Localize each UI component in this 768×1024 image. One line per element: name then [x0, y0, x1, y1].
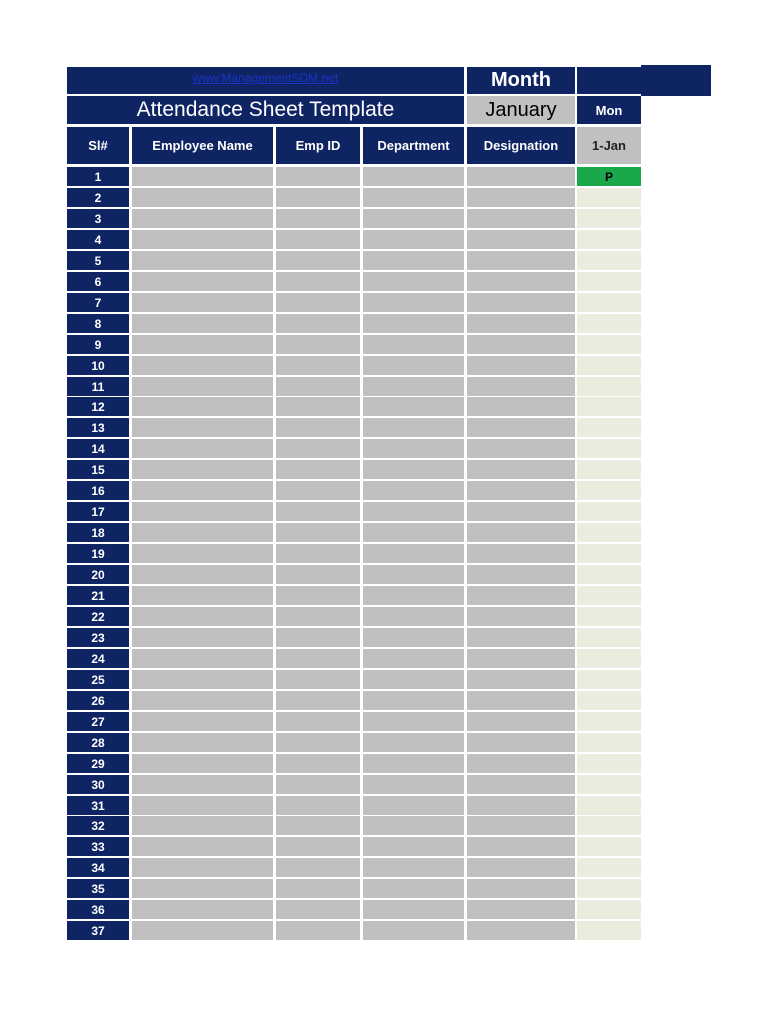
department-cell[interactable] — [363, 293, 464, 312]
emp-id-cell[interactable] — [276, 628, 360, 647]
designation-cell[interactable] — [467, 460, 575, 479]
designation-cell[interactable] — [467, 879, 575, 898]
row-serial: 2 — [67, 188, 129, 207]
attendance-cell[interactable] — [577, 460, 641, 479]
designation-cell[interactable] — [467, 670, 575, 689]
employee-name-cell[interactable] — [132, 796, 273, 815]
department-cell[interactable] — [363, 523, 464, 542]
employee-name-cell[interactable] — [132, 272, 273, 291]
designation-cell[interactable] — [467, 377, 575, 396]
department-cell[interactable] — [363, 460, 464, 479]
attendance-cell[interactable] — [577, 502, 641, 521]
row-serial: 14 — [67, 439, 129, 458]
department-cell[interactable] — [363, 816, 464, 835]
attendance-cell[interactable] — [577, 586, 641, 605]
employee-name-cell[interactable] — [132, 586, 273, 605]
emp-id-cell[interactable] — [276, 523, 360, 542]
designation-cell[interactable] — [467, 816, 575, 835]
emp-id-cell[interactable] — [276, 837, 360, 856]
designation-cell[interactable] — [467, 230, 575, 249]
column-header-emp-id: Emp ID — [276, 127, 360, 164]
attendance-cell[interactable] — [577, 356, 641, 375]
designation-cell[interactable] — [467, 251, 575, 270]
emp-id-cell[interactable] — [276, 900, 360, 919]
month-blank-cell — [577, 67, 641, 94]
employee-name-cell[interactable] — [132, 837, 273, 856]
attendance-cell[interactable] — [577, 418, 641, 437]
designation-cell[interactable] — [467, 418, 575, 437]
emp-id-cell[interactable] — [276, 586, 360, 605]
employee-name-cell[interactable] — [132, 356, 273, 375]
emp-id-cell[interactable] — [276, 607, 360, 626]
department-cell[interactable] — [363, 209, 464, 228]
department-cell[interactable] — [363, 544, 464, 563]
row-serial: 1 — [67, 167, 129, 186]
attendance-cell[interactable] — [577, 397, 641, 416]
row-serial: 27 — [67, 712, 129, 731]
emp-id-cell[interactable] — [276, 670, 360, 689]
department-cell[interactable] — [363, 628, 464, 647]
row-serial: 9 — [67, 335, 129, 354]
employee-name-cell[interactable] — [132, 816, 273, 835]
column-header-sl: Sl# — [67, 127, 129, 164]
attendance-cell[interactable] — [577, 565, 641, 584]
designation-cell[interactable] — [467, 649, 575, 668]
emp-id-cell[interactable] — [276, 858, 360, 877]
employee-name-cell[interactable] — [132, 251, 273, 270]
row-serial: 35 — [67, 879, 129, 898]
emp-id-cell[interactable] — [276, 377, 360, 396]
row-serial: 16 — [67, 481, 129, 500]
employee-name-cell[interactable] — [132, 209, 273, 228]
employee-name-cell[interactable] — [132, 649, 273, 668]
emp-id-cell[interactable] — [276, 481, 360, 500]
row-serial: 4 — [67, 230, 129, 249]
header-extension-block — [641, 65, 711, 96]
emp-id-cell[interactable] — [276, 397, 360, 416]
employee-name-cell[interactable] — [132, 439, 273, 458]
department-cell[interactable] — [363, 356, 464, 375]
attendance-cell[interactable] — [577, 691, 641, 710]
attendance-cell[interactable] — [577, 314, 641, 333]
designation-cell[interactable] — [467, 712, 575, 731]
attendance-cell[interactable] — [577, 712, 641, 731]
employee-name-cell[interactable] — [132, 670, 273, 689]
column-header-department: Department — [363, 127, 464, 164]
attendance-cell[interactable] — [577, 607, 641, 626]
attendance-cell[interactable] — [577, 293, 641, 312]
emp-id-cell[interactable] — [276, 775, 360, 794]
row-serial: 17 — [67, 502, 129, 521]
employee-name-cell[interactable] — [132, 481, 273, 500]
designation-cell[interactable] — [467, 272, 575, 291]
row-serial: 32 — [67, 816, 129, 835]
row-serial: 29 — [67, 754, 129, 773]
emp-id-cell[interactable] — [276, 921, 360, 940]
attendance-cell[interactable] — [577, 775, 641, 794]
attendance-cell[interactable] — [577, 377, 641, 396]
employee-name-cell[interactable] — [132, 544, 273, 563]
designation-cell[interactable] — [467, 754, 575, 773]
row-serial: 3 — [67, 209, 129, 228]
department-cell[interactable] — [363, 314, 464, 333]
row-serial: 8 — [67, 314, 129, 333]
department-cell[interactable] — [363, 251, 464, 270]
employee-name-cell[interactable] — [132, 628, 273, 647]
department-cell[interactable] — [363, 272, 464, 291]
emp-id-cell[interactable] — [276, 712, 360, 731]
row-serial: 15 — [67, 460, 129, 479]
month-value[interactable]: January — [467, 96, 575, 124]
row-serial: 12 — [67, 397, 129, 416]
designation-cell[interactable] — [467, 439, 575, 458]
employee-name-cell[interactable] — [132, 754, 273, 773]
designation-cell[interactable] — [467, 586, 575, 605]
website-link-text[interactable]: www.ManagementSDM.net — [192, 71, 339, 85]
department-cell[interactable] — [363, 586, 464, 605]
designation-cell[interactable] — [467, 188, 575, 207]
emp-id-cell[interactable] — [276, 649, 360, 668]
department-cell[interactable] — [363, 900, 464, 919]
emp-id-cell[interactable] — [276, 439, 360, 458]
department-cell[interactable] — [363, 775, 464, 794]
emp-id-cell[interactable] — [276, 272, 360, 291]
designation-cell[interactable] — [467, 565, 575, 584]
designation-cell[interactable] — [467, 858, 575, 877]
emp-id-cell[interactable] — [276, 209, 360, 228]
emp-id-cell[interactable] — [276, 230, 360, 249]
website-link[interactable] — [67, 67, 464, 94]
designation-cell[interactable] — [467, 837, 575, 856]
row-serial: 5 — [67, 251, 129, 270]
emp-id-cell[interactable] — [276, 816, 360, 835]
row-serial: 20 — [67, 565, 129, 584]
row-serial: 34 — [67, 858, 129, 877]
employee-name-cell[interactable] — [132, 712, 273, 731]
designation-cell[interactable] — [467, 900, 575, 919]
attendance-cell[interactable] — [577, 523, 641, 542]
emp-id-cell[interactable] — [276, 460, 360, 479]
row-serial: 31 — [67, 796, 129, 815]
attendance-cell[interactable] — [577, 816, 641, 835]
month-label: Month — [467, 67, 575, 94]
row-serial: 37 — [67, 921, 129, 940]
department-cell[interactable] — [363, 439, 464, 458]
emp-id-cell[interactable] — [276, 356, 360, 375]
employee-name-cell[interactable] — [132, 565, 273, 584]
attendance-cell[interactable] — [577, 858, 641, 877]
row-serial: 30 — [67, 775, 129, 794]
emp-id-cell[interactable] — [276, 335, 360, 354]
designation-cell[interactable] — [467, 628, 575, 647]
department-cell[interactable] — [363, 733, 464, 752]
employee-name-cell[interactable] — [132, 502, 273, 521]
department-cell[interactable] — [363, 712, 464, 731]
row-serial: 33 — [67, 837, 129, 856]
attendance-cell-present[interactable]: P — [577, 167, 641, 186]
employee-name-cell[interactable] — [132, 418, 273, 437]
row-serial: 6 — [67, 272, 129, 291]
column-header-date: 1-Jan — [577, 127, 641, 164]
row-serial: 11 — [67, 377, 129, 396]
row-serial: 18 — [67, 523, 129, 542]
department-cell[interactable] — [363, 418, 464, 437]
attendance-cell[interactable] — [577, 544, 641, 563]
emp-id-cell[interactable] — [276, 544, 360, 563]
attendance-cell[interactable] — [577, 481, 641, 500]
emp-id-cell[interactable] — [276, 418, 360, 437]
employee-name-cell[interactable] — [132, 377, 273, 396]
emp-id-cell[interactable] — [276, 314, 360, 333]
attendance-cell[interactable] — [577, 272, 641, 291]
designation-cell[interactable] — [467, 775, 575, 794]
column-header-designation: Designation — [467, 127, 575, 164]
page-title: Attendance Sheet Template — [67, 96, 464, 124]
attendance-cell[interactable] — [577, 670, 641, 689]
row-serial: 36 — [67, 900, 129, 919]
designation-cell[interactable] — [467, 356, 575, 375]
emp-id-cell[interactable] — [276, 754, 360, 773]
department-cell[interactable] — [363, 335, 464, 354]
attendance-cell[interactable] — [577, 837, 641, 856]
department-cell[interactable] — [363, 879, 464, 898]
department-cell[interactable] — [363, 188, 464, 207]
designation-cell[interactable] — [467, 921, 575, 940]
department-cell[interactable] — [363, 796, 464, 815]
employee-name-cell[interactable] — [132, 607, 273, 626]
emp-id-cell[interactable] — [276, 565, 360, 584]
designation-cell[interactable] — [467, 293, 575, 312]
designation-cell[interactable] — [467, 733, 575, 752]
department-cell[interactable] — [363, 858, 464, 877]
department-cell[interactable] — [363, 754, 464, 773]
department-cell[interactable] — [363, 565, 464, 584]
attendance-cell[interactable] — [577, 335, 641, 354]
emp-id-cell[interactable] — [276, 691, 360, 710]
row-serial: 7 — [67, 293, 129, 312]
employee-name-cell[interactable] — [132, 167, 273, 186]
attendance-cell[interactable] — [577, 251, 641, 270]
designation-cell[interactable] — [467, 397, 575, 416]
emp-id-cell[interactable] — [276, 796, 360, 815]
designation-cell[interactable] — [467, 796, 575, 815]
row-serial: 22 — [67, 607, 129, 626]
emp-id-cell[interactable] — [276, 502, 360, 521]
attendance-cell[interactable] — [577, 921, 641, 940]
attendance-cell[interactable] — [577, 649, 641, 668]
department-cell[interactable] — [363, 481, 464, 500]
designation-cell[interactable] — [467, 167, 575, 186]
employee-name-cell[interactable] — [132, 733, 273, 752]
emp-id-cell[interactable] — [276, 188, 360, 207]
emp-id-cell[interactable] — [276, 167, 360, 186]
employee-name-cell[interactable] — [132, 523, 273, 542]
employee-name-cell[interactable] — [132, 858, 273, 877]
attendance-cell[interactable] — [577, 733, 641, 752]
employee-name-cell[interactable] — [132, 188, 273, 207]
department-cell[interactable] — [363, 230, 464, 249]
employee-name-cell[interactable] — [132, 691, 273, 710]
employee-name-cell[interactable] — [132, 460, 273, 479]
employee-name-cell[interactable] — [132, 879, 273, 898]
department-cell[interactable] — [363, 502, 464, 521]
department-cell[interactable] — [363, 691, 464, 710]
designation-cell[interactable] — [467, 607, 575, 626]
department-cell[interactable] — [363, 397, 464, 416]
attendance-cell[interactable] — [577, 628, 641, 647]
designation-cell[interactable] — [467, 502, 575, 521]
row-serial: 26 — [67, 691, 129, 710]
column-header-employee-name: Employee Name — [132, 127, 273, 164]
row-serial: 25 — [67, 670, 129, 689]
row-serial: 24 — [67, 649, 129, 668]
attendance-cell[interactable] — [577, 900, 641, 919]
attendance-cell[interactable] — [577, 209, 641, 228]
designation-cell[interactable] — [467, 691, 575, 710]
department-cell[interactable] — [363, 377, 464, 396]
designation-cell[interactable] — [467, 209, 575, 228]
employee-name-cell[interactable] — [132, 314, 273, 333]
department-cell[interactable] — [363, 921, 464, 940]
employee-name-cell[interactable] — [132, 775, 273, 794]
emp-id-cell[interactable] — [276, 251, 360, 270]
row-serial: 21 — [67, 586, 129, 605]
designation-cell[interactable] — [467, 335, 575, 354]
employee-name-cell[interactable] — [132, 921, 273, 940]
attendance-cell[interactable] — [577, 754, 641, 773]
designation-cell[interactable] — [467, 544, 575, 563]
employee-name-cell[interactable] — [132, 230, 273, 249]
emp-id-cell[interactable] — [276, 879, 360, 898]
day-label: Mon — [577, 96, 641, 124]
row-serial: 28 — [67, 733, 129, 752]
emp-id-cell[interactable] — [276, 293, 360, 312]
emp-id-cell[interactable] — [276, 733, 360, 752]
employee-name-cell[interactable] — [132, 293, 273, 312]
department-cell[interactable] — [363, 167, 464, 186]
attendance-cell[interactable] — [577, 439, 641, 458]
row-serial: 23 — [67, 628, 129, 647]
employee-name-cell[interactable] — [132, 397, 273, 416]
employee-name-cell[interactable] — [132, 335, 273, 354]
department-cell[interactable] — [363, 607, 464, 626]
employee-name-cell[interactable] — [132, 900, 273, 919]
attendance-cell[interactable] — [577, 230, 641, 249]
designation-cell[interactable] — [467, 481, 575, 500]
row-serial: 19 — [67, 544, 129, 563]
attendance-cell[interactable] — [577, 879, 641, 898]
attendance-cell[interactable] — [577, 796, 641, 815]
attendance-cell[interactable] — [577, 188, 641, 207]
department-cell[interactable] — [363, 837, 464, 856]
designation-cell[interactable] — [467, 523, 575, 542]
row-serial: 13 — [67, 418, 129, 437]
designation-cell[interactable] — [467, 314, 575, 333]
department-cell[interactable] — [363, 649, 464, 668]
row-serial: 10 — [67, 356, 129, 375]
department-cell[interactable] — [363, 670, 464, 689]
